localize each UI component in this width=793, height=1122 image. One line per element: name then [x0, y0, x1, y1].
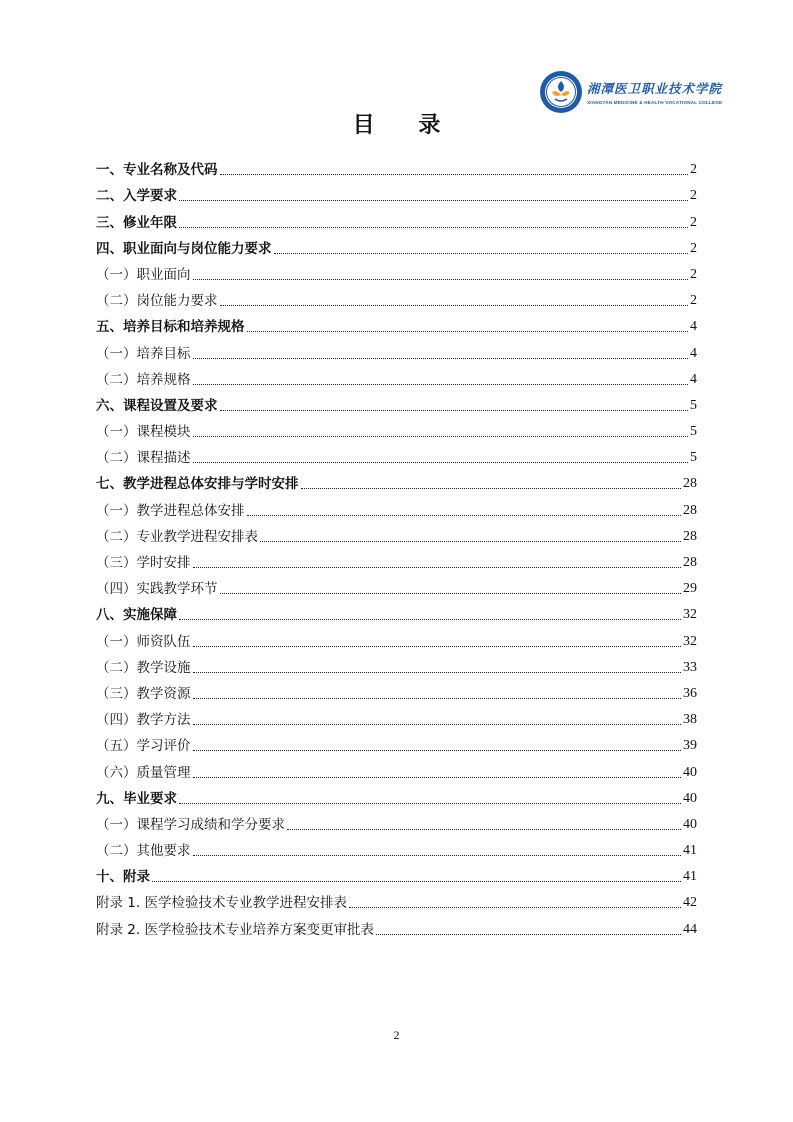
table-of-contents [96, 154, 697, 940]
toc-entry-label: （一）课程学习成绩和学分要求 [96, 816, 285, 833]
toc-entry-page: 28 [683, 555, 697, 570]
toc-entry-page: 28 [683, 476, 697, 492]
toc-dot-leader [193, 854, 682, 856]
toc-dot-leader [301, 487, 682, 489]
toc-entry-label: （二）培养规格 [96, 371, 191, 388]
toc-entry-label: （一）课程模块 [96, 424, 191, 441]
toc-entry[interactable] [96, 364, 697, 390]
toc-entry[interactable] [96, 154, 697, 180]
toc-entry[interactable] [96, 573, 697, 599]
toc-entry-page: 32 [683, 607, 697, 623]
toc-dot-leader [179, 226, 688, 228]
toc-entry-label: 九、毕业要求 [96, 790, 177, 807]
toc-dot-leader [287, 828, 681, 830]
toc-entry-label: （二）课程描述 [96, 450, 191, 467]
toc-dot-leader [274, 252, 689, 254]
toc-entry-page: 2 [690, 214, 697, 230]
toc-entry-label: 六、课程设置及要求 [96, 397, 218, 414]
college-name-en: XIANGTAN MEDICINE & HEALTH VOCATIONAL COLLEGE [587, 100, 723, 105]
toc-entry-page: 2 [690, 188, 697, 204]
toc-dot-leader [220, 304, 689, 306]
toc-entry-label: （六）质量管理 [96, 764, 191, 781]
toc-entry-label: （二）其他要求 [96, 843, 191, 860]
toc-entry-label: （四）实践教学环节 [96, 581, 218, 598]
toc-entry[interactable] [96, 233, 697, 259]
page-title: 目 录 [352, 113, 459, 138]
toc-entry-page: 28 [683, 502, 697, 518]
toc-dot-leader [179, 802, 681, 804]
toc-dot-leader [193, 645, 682, 647]
toc-dot-leader [193, 383, 689, 385]
toc-entry[interactable] [96, 180, 697, 206]
toc-entry-label: 四、职业面向与岗位能力要求 [96, 240, 272, 257]
toc-dot-leader [193, 357, 689, 359]
toc-entry[interactable] [96, 337, 697, 363]
toc-dot-leader [220, 592, 682, 594]
toc-entry-label: 一、专业名称及代码 [96, 162, 218, 179]
toc-entry[interactable] [96, 285, 697, 311]
toc-entry-page: 44 [683, 921, 697, 937]
toc-entry[interactable] [96, 259, 697, 285]
toc-entry-label: （一）培养目标 [96, 345, 191, 362]
toc-entry-label: （二）专业教学进程安排表 [96, 528, 258, 545]
toc-entry-label: 五、培养目标和培养规格 [96, 319, 245, 336]
toc-dot-leader [247, 330, 689, 332]
toc-dot-leader [193, 566, 682, 568]
toc-entry-label: （一）职业面向 [96, 266, 191, 283]
toc-entry-label: 七、教学进程总体安排与学时安排 [96, 476, 299, 493]
toc-entry-page: 2 [690, 293, 697, 309]
toc-entry-label: 十、附录 [96, 869, 150, 886]
toc-entry-label: 二、入学要求 [96, 188, 177, 205]
toc-entry-page: 29 [683, 581, 697, 597]
toc-entry[interactable] [96, 468, 697, 494]
toc-entry[interactable] [96, 730, 697, 756]
toc-dot-leader [152, 880, 681, 882]
toc-dot-leader [193, 278, 689, 280]
toc-entry[interactable] [96, 547, 697, 573]
toc-entry-label: （二）教学设施 [96, 659, 191, 676]
toc-dot-leader [193, 671, 682, 673]
toc-dot-leader [220, 409, 689, 411]
toc-entry-page: 41 [683, 843, 697, 859]
toc-dot-leader [193, 697, 682, 699]
toc-entry-label: 附录 2. 医学检验技术专业培养方案变更审批表 [96, 921, 374, 938]
toc-entry-page: 28 [683, 528, 697, 544]
toc-entry[interactable] [96, 390, 697, 416]
toc-entry-page: 2 [690, 162, 697, 178]
toc-entry[interactable] [96, 835, 697, 861]
toc-entry-page: 40 [683, 790, 697, 806]
toc-entry[interactable] [96, 442, 697, 468]
toc-entry[interactable] [96, 416, 697, 442]
toc-entry-page: 40 [683, 816, 697, 832]
toc-entry[interactable] [96, 756, 697, 782]
toc-dot-leader [179, 199, 688, 201]
toc-entry-label: （三）学时安排 [96, 555, 191, 571]
toc-entry-page: 32 [683, 633, 697, 649]
toc-entry[interactable] [96, 809, 697, 835]
toc-entry-label: 附录 1. 医学检验技术专业教学进程安排表 [96, 895, 347, 912]
toc-entry-page: 40 [683, 764, 697, 780]
toc-entry-page: 2 [690, 266, 697, 282]
toc-entry[interactable] [96, 311, 697, 337]
toc-entry-page: 2 [690, 240, 697, 256]
toc-entry-page: 4 [690, 319, 697, 335]
toc-dot-leader [220, 173, 689, 175]
toc-entry-page: 39 [683, 738, 697, 754]
toc-entry-label: （三）教学资源 [96, 685, 191, 702]
toc-entry[interactable] [96, 625, 697, 651]
toc-entry-label: （一）教学进程总体安排 [96, 502, 245, 519]
toc-entry-page: 5 [690, 424, 697, 440]
toc-entry[interactable] [96, 599, 697, 625]
toc-entry-page: 33 [683, 659, 697, 675]
toc-entry[interactable] [96, 887, 697, 913]
toc-entry-page: 4 [690, 371, 697, 387]
toc-entry[interactable] [96, 783, 697, 809]
toc-entry-page: 4 [690, 345, 697, 361]
page-number: 2 [393, 1028, 400, 1042]
toc-entry-label: （四）教学方法 [96, 712, 191, 729]
college-name-cn: 湘潭医卫职业技术学院 [587, 81, 723, 96]
toc-entry-page: 41 [683, 869, 697, 885]
toc-entry[interactable] [96, 494, 697, 520]
toc-entry-page: 5 [690, 450, 697, 466]
toc-dot-leader [193, 749, 682, 751]
toc-entry[interactable] [96, 521, 697, 547]
toc-entry-label: （二）岗位能力要求 [96, 293, 218, 310]
toc-entry-page: 5 [690, 397, 697, 413]
toc-dot-leader [349, 906, 681, 908]
toc-dot-leader [193, 723, 682, 725]
toc-dot-leader [376, 933, 681, 935]
toc-entry-page: 42 [683, 895, 697, 911]
toc-entry-page: 36 [683, 685, 697, 701]
toc-entry[interactable] [96, 652, 697, 678]
toc-entry[interactable] [96, 704, 697, 730]
toc-dot-leader [193, 461, 689, 463]
toc-entry-label: 八、实施保障 [96, 607, 177, 624]
toc-dot-leader [193, 776, 682, 778]
toc-dot-leader [247, 514, 682, 516]
toc-entry-label: 三、修业年限 [96, 214, 177, 231]
toc-dot-leader [260, 540, 681, 542]
toc-entry[interactable] [96, 678, 697, 704]
toc-entry-label: （五）学习评价 [96, 738, 191, 755]
toc-dot-leader [193, 435, 689, 437]
toc-entry[interactable] [96, 206, 697, 232]
toc-entry[interactable] [96, 861, 697, 887]
toc-entry[interactable] [96, 913, 697, 939]
toc-entry-label: （一）师资队伍 [96, 633, 191, 650]
toc-dot-leader [179, 618, 681, 620]
toc-entry-page: 38 [683, 712, 697, 728]
